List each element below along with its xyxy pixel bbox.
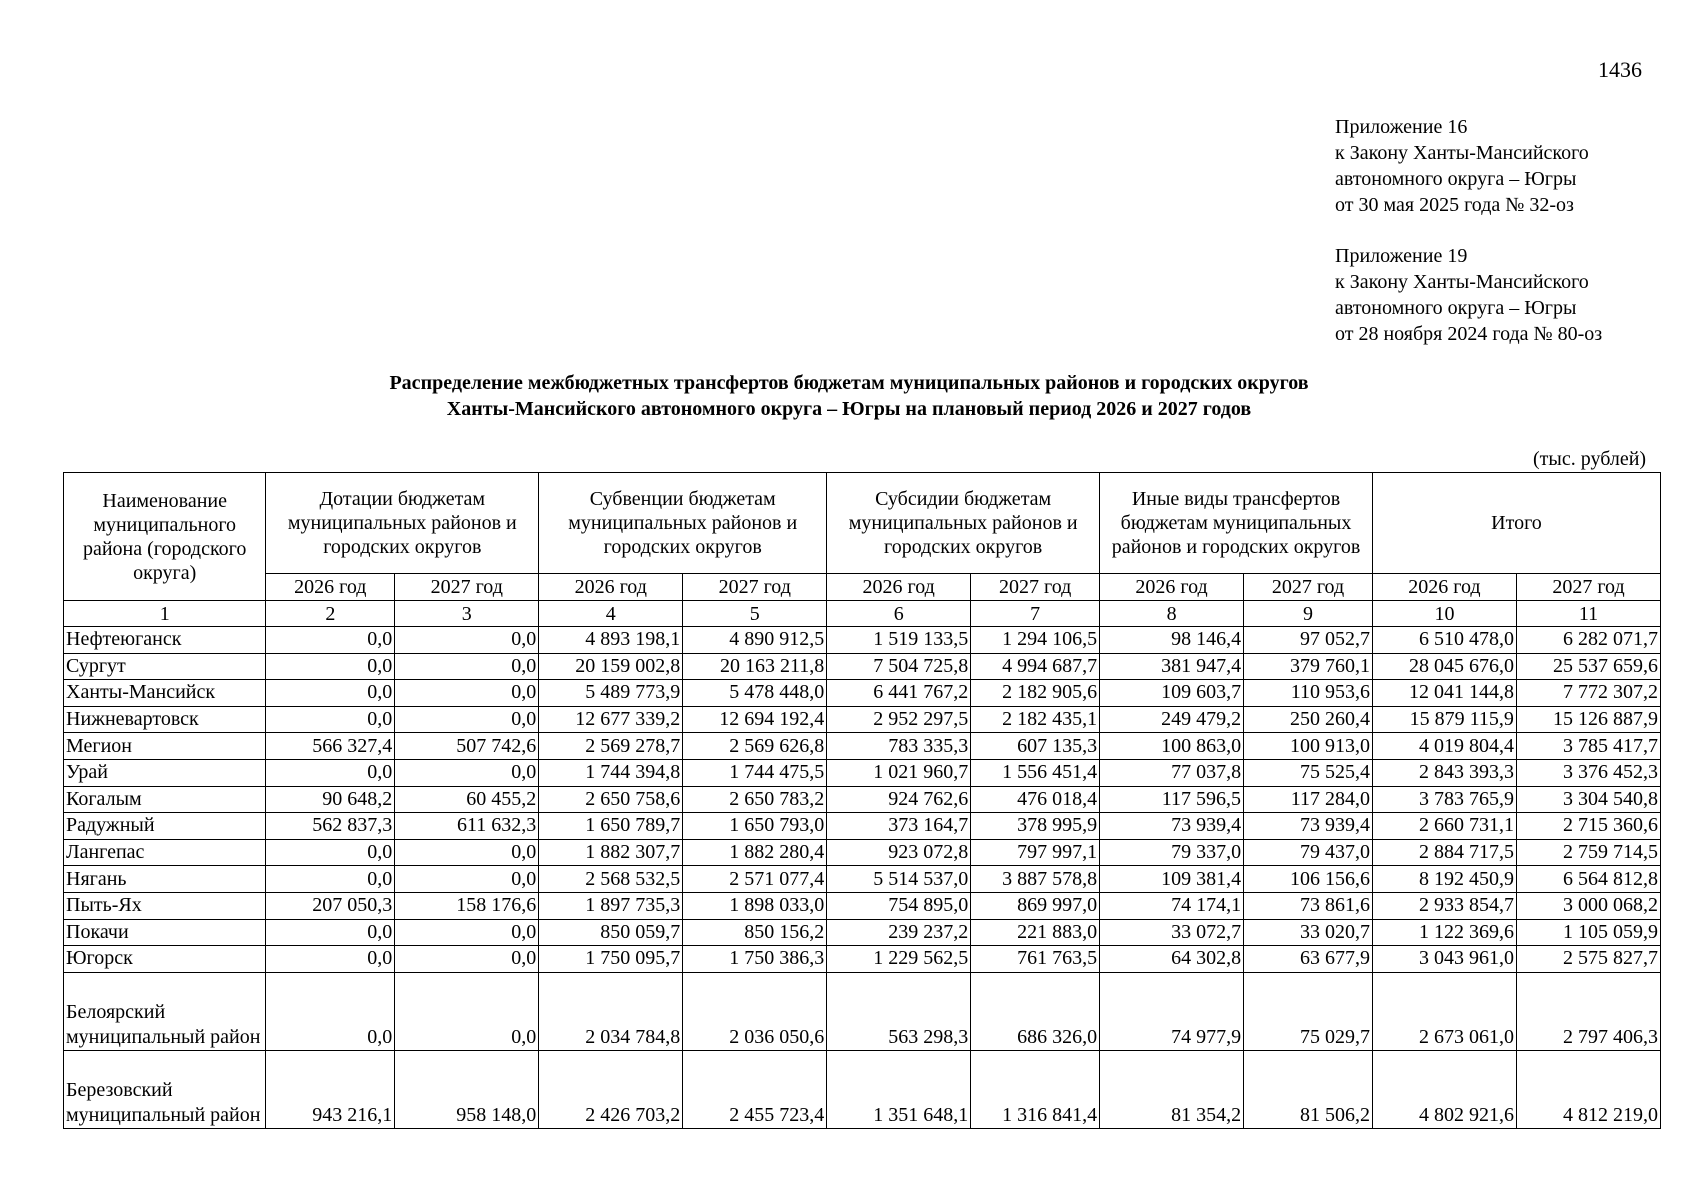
value-cell: 2 759 714,5: [1516, 839, 1660, 866]
column-number: 4: [539, 601, 683, 627]
value-cell: 607 135,3: [971, 733, 1100, 760]
value-cell: 2 660 731,1: [1372, 813, 1516, 840]
appendix-line: Приложение 16: [1335, 116, 1468, 138]
value-cell: 5 489 773,9: [539, 680, 683, 707]
table-row: [64, 627, 1661, 654]
header-year: 2027 год: [971, 574, 1100, 601]
value-cell: 0,0: [395, 653, 539, 680]
value-cell: 2 650 783,2: [683, 786, 827, 813]
value-cell: 2 715 360,6: [1516, 813, 1660, 840]
header-grants: Дотации бюджетам муниципальных районов и городских округов: [266, 473, 539, 574]
value-cell: 754 895,0: [827, 892, 971, 919]
value-cell: 0,0: [266, 919, 395, 946]
value-cell: 0,0: [266, 759, 395, 786]
value-cell: 1 750 386,3: [683, 946, 827, 973]
value-cell: 3 887 578,8: [971, 866, 1100, 893]
value-cell: 0,0: [395, 919, 539, 946]
value-cell: 2 034 784,8: [539, 972, 683, 1050]
value-cell: 4 890 912,5: [683, 627, 827, 654]
appendix-line: от 28 ноября 2024 года № 80-оз: [1335, 323, 1603, 345]
value-cell: 0,0: [395, 680, 539, 707]
value-cell: 2 182 905,6: [971, 680, 1100, 707]
municipality-name: Радужный: [64, 813, 266, 840]
value-cell: 6 564 812,8: [1516, 866, 1660, 893]
value-cell: 117 596,5: [1100, 786, 1244, 813]
value-cell: 2 569 626,8: [683, 733, 827, 760]
value-cell: 73 939,4: [1100, 813, 1244, 840]
value-cell: 686 326,0: [971, 972, 1100, 1050]
value-cell: 4 994 687,7: [971, 653, 1100, 680]
value-cell: 3 785 417,7: [1516, 733, 1660, 760]
value-cell: 1 744 475,5: [683, 759, 827, 786]
value-cell: 74 174,1: [1100, 892, 1244, 919]
column-number: 7: [971, 601, 1100, 627]
value-cell: 25 537 659,6: [1516, 653, 1660, 680]
value-cell: 110 953,6: [1244, 680, 1373, 707]
value-cell: 90 648,2: [266, 786, 395, 813]
value-cell: 943 216,1: [266, 1050, 395, 1128]
value-cell: 0,0: [266, 866, 395, 893]
value-cell: 2 843 393,3: [1372, 759, 1516, 786]
value-cell: 207 050,3: [266, 892, 395, 919]
value-cell: 2 933 854,7: [1372, 892, 1516, 919]
value-cell: 20 159 002,8: [539, 653, 683, 680]
header-year: 2026 год: [266, 574, 395, 601]
value-cell: 1 650 793,0: [683, 813, 827, 840]
column-number: 9: [1244, 601, 1373, 627]
value-cell: 33 020,7: [1244, 919, 1373, 946]
municipality-name: Покачи: [64, 919, 266, 946]
table-row: [64, 813, 1661, 840]
value-cell: 7 772 307,2: [1516, 680, 1660, 707]
column-number: 8: [1100, 601, 1244, 627]
value-cell: 2 673 061,0: [1372, 972, 1516, 1050]
value-cell: 1 744 394,8: [539, 759, 683, 786]
header-year: 2027 год: [683, 574, 827, 601]
value-cell: 106 156,6: [1244, 866, 1373, 893]
value-cell: 562 837,3: [266, 813, 395, 840]
value-cell: 7 504 725,8: [827, 653, 971, 680]
value-cell: 73 939,4: [1244, 813, 1373, 840]
municipality-name: Когалым: [64, 786, 266, 813]
municipality-name: Белоярский муниципальный район: [64, 972, 266, 1050]
value-cell: 97 052,7: [1244, 627, 1373, 654]
value-cell: 3 000 068,2: [1516, 892, 1660, 919]
municipality-name: Нижневартовск: [64, 706, 266, 733]
transfers-table: [63, 472, 1661, 1129]
value-cell: 563 298,3: [827, 972, 971, 1050]
value-cell: 158 176,6: [395, 892, 539, 919]
table-row: [64, 786, 1661, 813]
municipality-name: Мегион: [64, 733, 266, 760]
value-cell: 1 229 562,5: [827, 946, 971, 973]
value-cell: 1 294 106,5: [971, 627, 1100, 654]
value-cell: 1 519 133,5: [827, 627, 971, 654]
municipality-name: Урай: [64, 759, 266, 786]
header-year: 2027 год: [1244, 574, 1373, 601]
header-other-transfers: Иные виды трансфертов бюджетам муниципальных районов и городских округов: [1100, 473, 1373, 574]
header-subventions: Субвенции бюджетам муниципальных районов и городских округов: [539, 473, 827, 574]
value-cell: 4 019 804,4: [1372, 733, 1516, 760]
title-line-2: Ханты-Мансийского автономного округа – Югры на плановый период 2026 и 2027 годов: [446, 398, 1252, 420]
column-number: 10: [1372, 601, 1516, 627]
value-cell: 75 029,7: [1244, 972, 1373, 1050]
value-cell: 381 947,4: [1100, 653, 1244, 680]
value-cell: 28 045 676,0: [1372, 653, 1516, 680]
column-number: 1: [64, 601, 266, 627]
header-year: 2026 год: [1100, 574, 1244, 601]
header-total: Итого: [1372, 473, 1660, 574]
value-cell: 100 863,0: [1100, 733, 1244, 760]
value-cell: 869 997,0: [971, 892, 1100, 919]
header-year: 2026 год: [539, 574, 683, 601]
appendix-line: к Закону Ханты-Мансийского: [1335, 271, 1589, 293]
value-cell: 3 783 765,9: [1372, 786, 1516, 813]
header-year: 2027 год: [1516, 574, 1660, 601]
value-cell: 3 376 452,3: [1516, 759, 1660, 786]
value-cell: 6 510 478,0: [1372, 627, 1516, 654]
appendix-line: к Закону Ханты-Мансийского: [1335, 142, 1589, 164]
value-cell: 2 575 827,7: [1516, 946, 1660, 973]
value-cell: 1 882 307,7: [539, 839, 683, 866]
appendix-line: автономного округа – Югры: [1335, 168, 1577, 190]
value-cell: 8 192 450,9: [1372, 866, 1516, 893]
value-cell: 81 354,2: [1100, 1050, 1244, 1128]
value-cell: 379 760,1: [1244, 653, 1373, 680]
value-cell: 0,0: [395, 866, 539, 893]
appendix-16-note: [1335, 114, 1589, 218]
value-cell: 15 879 115,9: [1372, 706, 1516, 733]
header-name: Наименование муниципального района (городского округа): [64, 473, 266, 601]
column-number: 6: [827, 601, 971, 627]
municipality-name: Нефтеюганск: [64, 627, 266, 654]
value-cell: 507 742,6: [395, 733, 539, 760]
value-cell: 249 479,2: [1100, 706, 1244, 733]
municipality-name: Пыть-Ях: [64, 892, 266, 919]
value-cell: 0,0: [395, 706, 539, 733]
value-cell: 1 650 789,7: [539, 813, 683, 840]
appendix-line: Приложение 19: [1335, 245, 1468, 267]
value-cell: 74 977,9: [1100, 972, 1244, 1050]
value-cell: 239 237,2: [827, 919, 971, 946]
value-cell: 2 568 532,5: [539, 866, 683, 893]
value-cell: 0,0: [395, 946, 539, 973]
municipality-name: Ханты-Мансийск: [64, 680, 266, 707]
value-cell: 20 163 211,8: [683, 653, 827, 680]
table-row: [64, 1050, 1661, 1128]
value-cell: 0,0: [266, 972, 395, 1050]
value-cell: 566 327,4: [266, 733, 395, 760]
value-cell: 5 478 448,0: [683, 680, 827, 707]
table-row: [64, 680, 1661, 707]
value-cell: 100 913,0: [1244, 733, 1373, 760]
table-row: [64, 839, 1661, 866]
value-cell: 75 525,4: [1244, 759, 1373, 786]
value-cell: 12 677 339,2: [539, 706, 683, 733]
value-cell: 6 282 071,7: [1516, 627, 1660, 654]
header-year: 2026 год: [1372, 574, 1516, 601]
value-cell: 1 021 960,7: [827, 759, 971, 786]
column-number: 11: [1516, 601, 1660, 627]
value-cell: 924 762,6: [827, 786, 971, 813]
column-number: 3: [395, 601, 539, 627]
value-cell: 923 072,8: [827, 839, 971, 866]
value-cell: 1 556 451,4: [971, 759, 1100, 786]
value-cell: 2 182 435,1: [971, 706, 1100, 733]
value-cell: 1 105 059,9: [1516, 919, 1660, 946]
value-cell: 0,0: [266, 627, 395, 654]
table-row: [64, 919, 1661, 946]
municipality-name: Нягань: [64, 866, 266, 893]
value-cell: 761 763,5: [971, 946, 1100, 973]
value-cell: 0,0: [266, 946, 395, 973]
value-cell: 2 569 278,7: [539, 733, 683, 760]
municipality-name: Сургут: [64, 653, 266, 680]
column-number: 2: [266, 601, 395, 627]
value-cell: 3 043 961,0: [1372, 946, 1516, 973]
value-cell: 4 812 219,0: [1516, 1050, 1660, 1128]
value-cell: 64 302,8: [1100, 946, 1244, 973]
municipality-name: Березовский муниципальный район: [64, 1050, 266, 1128]
value-cell: 79 437,0: [1244, 839, 1373, 866]
value-cell: 2 036 050,6: [683, 972, 827, 1050]
value-cell: 109 603,7: [1100, 680, 1244, 707]
value-cell: 2 650 758,6: [539, 786, 683, 813]
value-cell: 0,0: [395, 839, 539, 866]
value-cell: 850 156,2: [683, 919, 827, 946]
value-cell: 81 506,2: [1244, 1050, 1373, 1128]
value-cell: 0,0: [266, 653, 395, 680]
value-cell: 0,0: [395, 759, 539, 786]
municipality-name: Югорск: [64, 946, 266, 973]
document-title: [0, 370, 1698, 422]
value-cell: 611 632,3: [395, 813, 539, 840]
value-cell: 1 351 648,1: [827, 1050, 971, 1128]
appendix-line: от 30 мая 2025 года № 32-оз: [1335, 194, 1574, 216]
value-cell: 0,0: [266, 706, 395, 733]
value-cell: 12 041 144,8: [1372, 680, 1516, 707]
value-cell: 0,0: [395, 627, 539, 654]
value-cell: 958 148,0: [395, 1050, 539, 1128]
title-line-1: Распределение межбюджетных трансфертов бюджетам муниципальных районов и городских округов: [389, 372, 1309, 394]
table-row: [64, 653, 1661, 680]
value-cell: 221 883,0: [971, 919, 1100, 946]
appendix-line: автономного округа – Югры: [1335, 297, 1577, 319]
appendix-19-note: [1335, 243, 1602, 347]
column-number: 5: [683, 601, 827, 627]
value-cell: 1 750 095,7: [539, 946, 683, 973]
table-row: [64, 866, 1661, 893]
table-row: [64, 946, 1661, 973]
value-cell: 4 802 921,6: [1372, 1050, 1516, 1128]
value-cell: 73 861,6: [1244, 892, 1373, 919]
value-cell: 2 952 297,5: [827, 706, 971, 733]
value-cell: 2 884 717,5: [1372, 839, 1516, 866]
value-cell: 2 571 077,4: [683, 866, 827, 893]
value-cell: 117 284,0: [1244, 786, 1373, 813]
table-row: [64, 733, 1661, 760]
value-cell: 0,0: [266, 839, 395, 866]
table-row: [64, 972, 1661, 1050]
value-cell: 4 893 198,1: [539, 627, 683, 654]
value-cell: 250 260,4: [1244, 706, 1373, 733]
value-cell: 77 037,8: [1100, 759, 1244, 786]
value-cell: 12 694 192,4: [683, 706, 827, 733]
value-cell: 15 126 887,9: [1516, 706, 1660, 733]
value-cell: 79 337,0: [1100, 839, 1244, 866]
value-cell: 0,0: [266, 680, 395, 707]
value-cell: 373 164,7: [827, 813, 971, 840]
value-cell: 63 677,9: [1244, 946, 1373, 973]
value-cell: 0,0: [395, 972, 539, 1050]
table-row: [64, 706, 1661, 733]
value-cell: 98 146,4: [1100, 627, 1244, 654]
value-cell: 850 059,7: [539, 919, 683, 946]
value-cell: 378 995,9: [971, 813, 1100, 840]
value-cell: 2 455 723,4: [683, 1050, 827, 1128]
value-cell: 476 018,4: [971, 786, 1100, 813]
municipality-name: Лангепас: [64, 839, 266, 866]
value-cell: 1 898 033,0: [683, 892, 827, 919]
page-number: 1436: [1598, 57, 1642, 82]
value-cell: 1 882 280,4: [683, 839, 827, 866]
value-cell: 5 514 537,0: [827, 866, 971, 893]
header-year: 2026 год: [827, 574, 971, 601]
units-label: (тыс. рублей): [1533, 448, 1647, 470]
header-subsidies: Субсидии бюджетам муниципальных районов и городских округов: [827, 473, 1100, 574]
value-cell: 1 897 735,3: [539, 892, 683, 919]
value-cell: 3 304 540,8: [1516, 786, 1660, 813]
table-row: [64, 892, 1661, 919]
value-cell: 109 381,4: [1100, 866, 1244, 893]
value-cell: 783 335,3: [827, 733, 971, 760]
table-body: [64, 627, 1661, 1129]
table-row: [64, 759, 1661, 786]
value-cell: 2 797 406,3: [1516, 972, 1660, 1050]
value-cell: 1 122 369,6: [1372, 919, 1516, 946]
value-cell: 1 316 841,4: [971, 1050, 1100, 1128]
value-cell: 33 072,7: [1100, 919, 1244, 946]
value-cell: 797 997,1: [971, 839, 1100, 866]
header-year: 2027 год: [395, 574, 539, 601]
value-cell: 2 426 703,2: [539, 1050, 683, 1128]
value-cell: 60 455,2: [395, 786, 539, 813]
value-cell: 6 441 767,2: [827, 680, 971, 707]
